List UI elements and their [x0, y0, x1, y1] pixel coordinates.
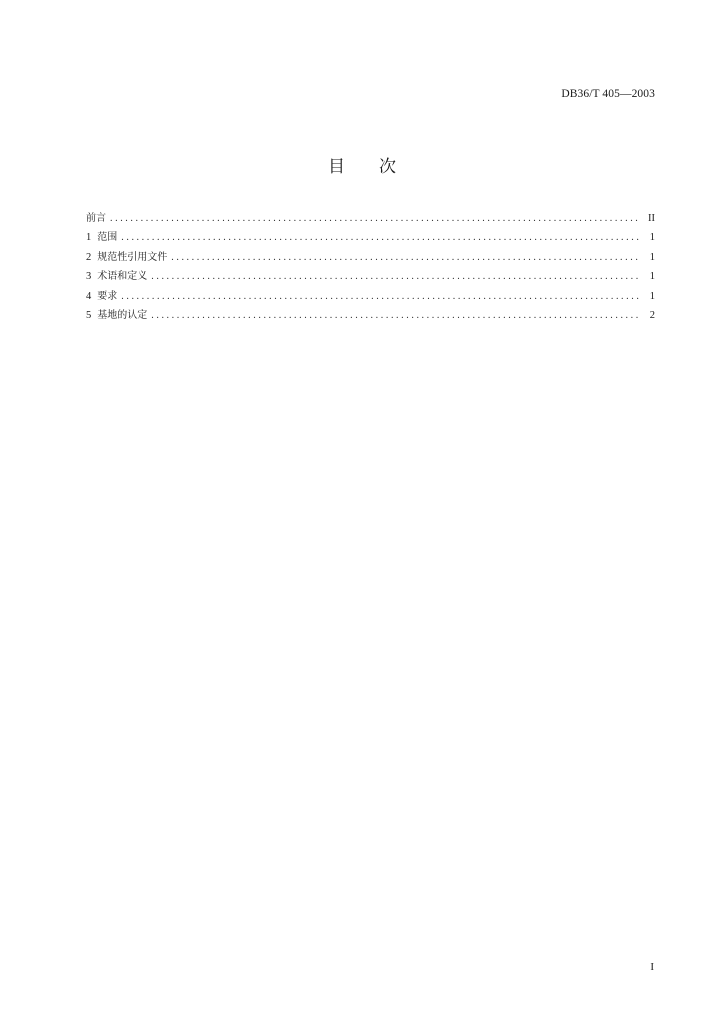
table-of-contents	[86, 209, 655, 325]
toc-entry-number: 4	[86, 290, 92, 302]
document-code: DB36/T 405—2003	[561, 88, 655, 100]
toc-entry-label: 基地的认定	[97, 309, 148, 321]
toc-entry-number: 3	[86, 271, 92, 283]
toc-title-char-1: 目	[328, 157, 345, 177]
toc-leader-dots	[121, 291, 641, 302]
toc-entry-page: 1	[649, 232, 655, 244]
page-number: I	[650, 961, 654, 973]
toc-leader-dots	[110, 213, 641, 224]
toc-entry-page: 1	[649, 290, 655, 302]
toc-title	[0, 152, 724, 177]
toc-entry-label: 前言	[86, 213, 106, 224]
toc-entry-label: 术语和定义	[97, 271, 148, 283]
toc-entry-terms-definitions[interactable]	[86, 267, 655, 286]
toc-entry-normative-references[interactable]	[86, 248, 655, 267]
toc-entry-page: 1	[649, 251, 655, 263]
toc-entry-number: 1	[86, 232, 92, 244]
toc-entry-page: 2	[649, 309, 655, 321]
toc-entry-number: 2	[86, 251, 92, 263]
toc-entry-label: 规范性引用文件	[97, 251, 168, 263]
toc-entry-page: 1	[649, 271, 655, 283]
toc-title-char-2: 次	[379, 157, 396, 177]
toc-leader-dots	[171, 252, 641, 263]
toc-entry-foreword[interactable]	[86, 209, 655, 228]
toc-entry-requirements[interactable]	[86, 287, 655, 306]
toc-entry-page: II	[648, 213, 655, 224]
toc-entry-scope[interactable]	[86, 228, 655, 247]
toc-entry-number: 5	[86, 309, 92, 321]
toc-entry-label: 范围	[97, 232, 118, 244]
toc-entry-base-certification[interactable]	[86, 306, 655, 325]
toc-entry-label: 要求	[97, 290, 118, 302]
toc-leader-dots	[151, 310, 641, 321]
toc-leader-dots	[151, 271, 641, 282]
toc-leader-dots	[121, 232, 641, 243]
